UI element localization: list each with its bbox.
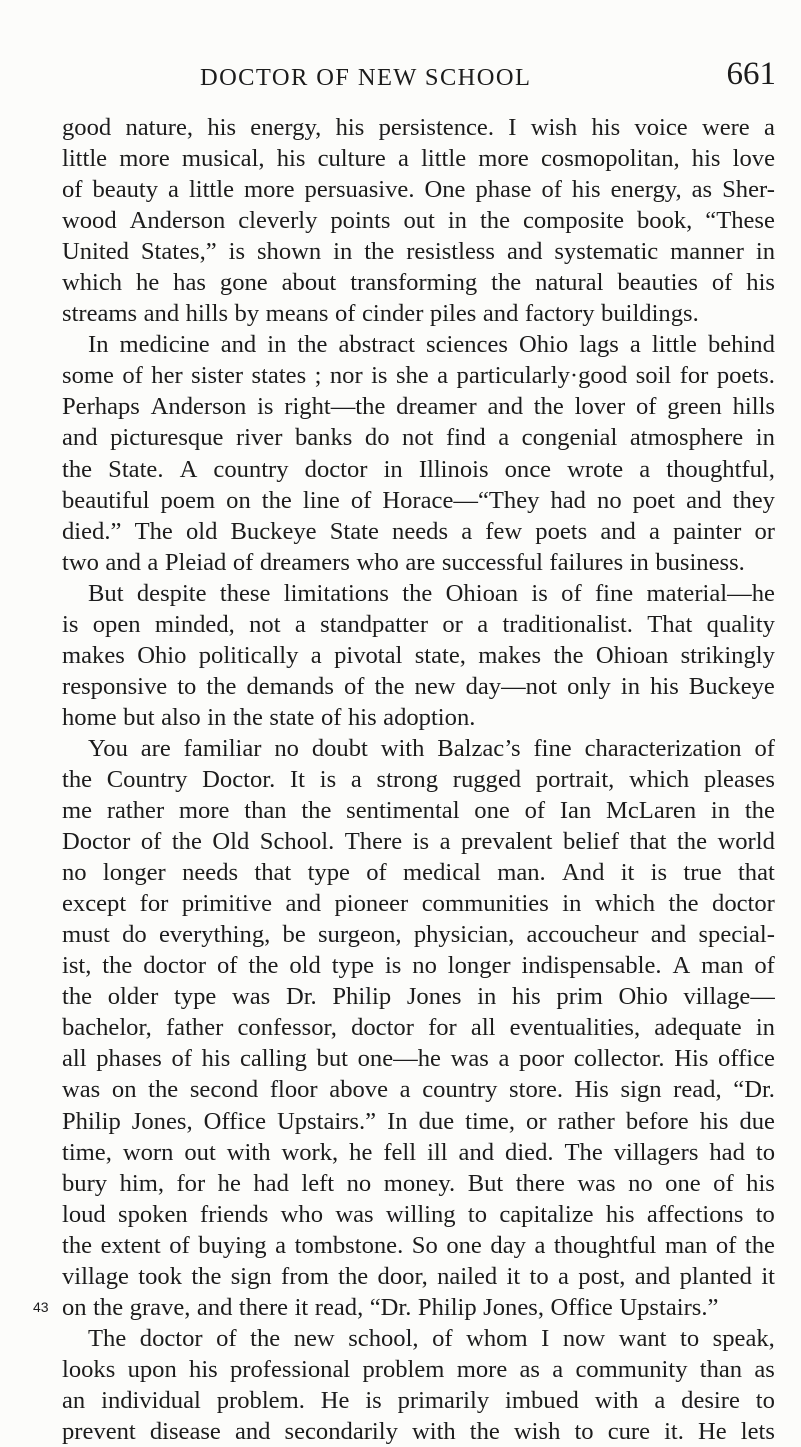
- text-line: home but also in the state of his adoption.: [62, 703, 476, 731]
- text-line: You are familiar no doubt with Balzac’s fine characterization of: [88, 734, 775, 762]
- text-line: Doctor of the Old School. There is a prevalent belief that the world: [62, 828, 775, 856]
- text-line: which he has gone about transforming the natural beauties of his: [62, 269, 775, 297]
- text-line: time, worn out with work, he fell ill and died. The villagers had to: [62, 1138, 775, 1166]
- text-line: the older type was Dr. Philip Jones in his prim Ohio village—: [62, 983, 775, 1011]
- text-line: was on the second floor above a country store. His sign read, “Dr.: [62, 1076, 775, 1104]
- text-line: Philip Jones, Office Upstairs.” In due time, or rather before his due: [62, 1107, 775, 1135]
- running-head: DOCTOR OF NEW SCHOOL: [200, 64, 532, 91]
- text-line: good nature, his energy, his persistence. I wish his voice were a: [62, 114, 775, 141]
- text-line: little more musical, his culture a little more cosmopolitan, his love: [62, 145, 775, 173]
- text-line: the State. A country doctor in Illinois once wrote a thoughtful,: [62, 455, 775, 483]
- text-line: died.” The old Buckeye State needs a few poets and a painter or: [62, 517, 775, 545]
- text-line: bachelor, father confessor, doctor for all eventualities, adequate in: [62, 1014, 775, 1042]
- text-line: village took the sign from the door, nailed it to a post, and planted it: [62, 1262, 775, 1290]
- body-text: [62, 112, 775, 1447]
- text-line: prevent disease and secondarily with the wish to cure it. He lets: [62, 1417, 775, 1445]
- text-line: of beauty a little more persuasive. One phase of his energy, as Sher-: [62, 176, 775, 204]
- text-line: except for primitive and pioneer communities in which the doctor: [62, 890, 775, 918]
- text-line: some of her sister states ; nor is she a particularly·good soil for poets.: [62, 362, 775, 390]
- text-line: The doctor of the new school, of whom I now want to speak,: [88, 1324, 775, 1352]
- text-line: looks upon his professional problem more as a community than as: [62, 1355, 775, 1383]
- text-line: loud spoken friends who was willing to capitalize his affections to: [62, 1200, 775, 1228]
- text-line: Perhaps Anderson is right—the dreamer and the lover of green hills: [62, 393, 775, 421]
- text-line: an individual problem. He is primarily imbued with a desire to: [62, 1386, 775, 1414]
- text-line: United States,” is shown in the resistless and systematic manner in: [62, 238, 775, 266]
- text-line: In medicine and in the abstract sciences Ohio lags a little behind: [88, 331, 775, 359]
- text-line: makes Ohio politically a pivotal state, makes the Ohioan strikingly: [62, 641, 775, 669]
- text-line: and picturesque river banks do not find a congenial atmosphere in: [62, 424, 775, 452]
- text-line: wood Anderson cleverly points out in the composite book, “These: [62, 207, 775, 235]
- text-line: But despite these limitations the Ohioan is of fine material—he: [88, 579, 775, 607]
- text-line: streams and hills by means of cinder piles and factory buildings.: [62, 300, 699, 328]
- page-header: [0, 56, 801, 104]
- text-line: no longer needs that type of medical man. And it is true that: [62, 859, 775, 887]
- text-line: is open minded, not a standpatter or a traditionalist. That quality: [62, 610, 775, 638]
- text-line: beautiful poem on the line of Horace—“They had no poet and they: [62, 486, 775, 514]
- page-number: 661: [726, 56, 776, 92]
- text-line: must do everything, be surgeon, physician, accoucheur and special-: [62, 921, 775, 949]
- text-line: ist, the doctor of the old type is no longer indispensable. A man of: [62, 952, 775, 980]
- text-line: all phases of his calling but one—he was a poor collector. His office: [62, 1045, 775, 1073]
- text-line: the extent of buying a tombstone. So one day a thoughtful man of the: [62, 1231, 775, 1259]
- signature-mark: 43: [33, 1299, 49, 1315]
- text-line: me rather more than the sentimental one of Ian McLaren in the: [62, 797, 775, 825]
- text-line: bury him, for he had left no money. But there was no one of his: [62, 1169, 775, 1197]
- text-line: two and a Pleiad of dreamers who are successful failures in business.: [62, 548, 745, 576]
- text-line: on the grave, and there it read, “Dr. Philip Jones, Office Upstairs.”: [62, 1293, 719, 1321]
- text-line: responsive to the demands of the new day—not only in his Buckeye: [62, 672, 775, 700]
- text-line: the Country Doctor. It is a strong rugged portrait, which pleases: [62, 765, 775, 793]
